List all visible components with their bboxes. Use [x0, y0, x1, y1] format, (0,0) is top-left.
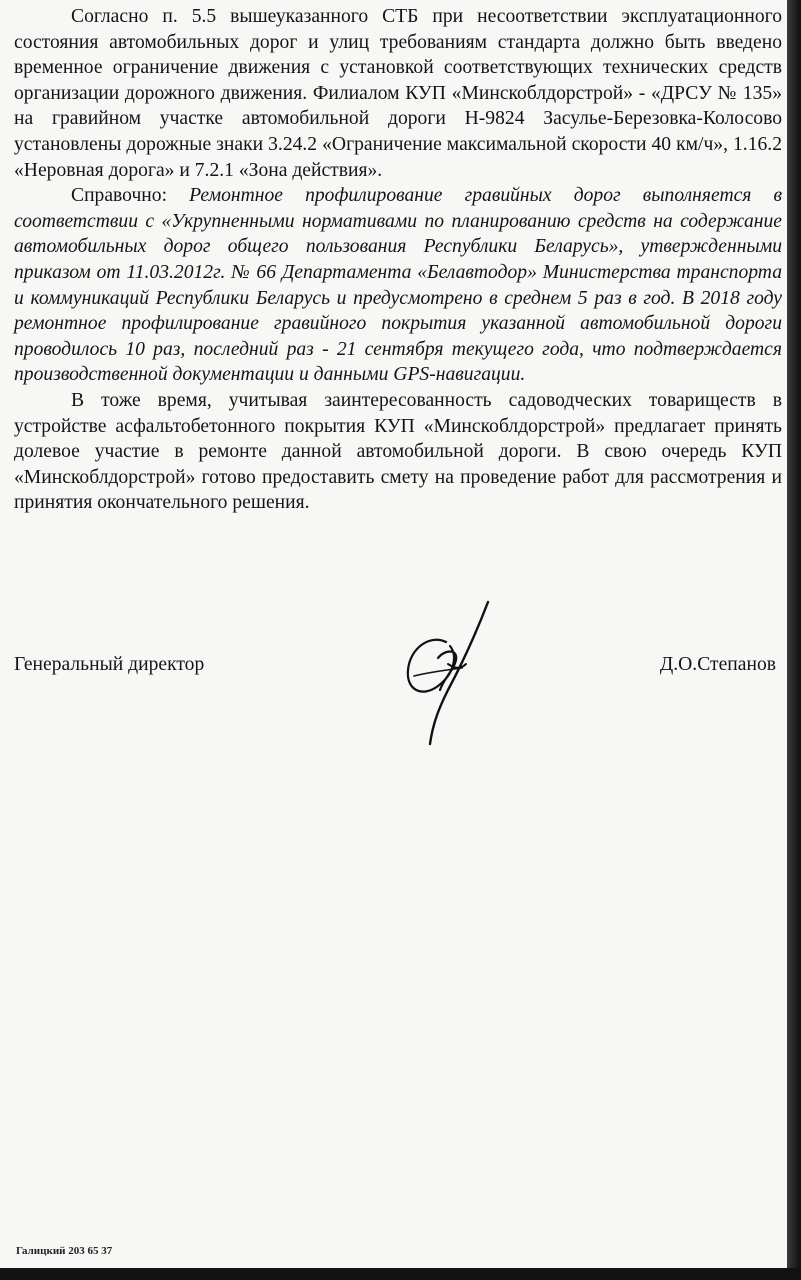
reference-lead: Справочно:	[71, 185, 190, 207]
signature-block	[14, 648, 776, 688]
reference-text: Ремонтное профилирование гравийных дорог выполняется в соответствии с «Укрупненными нормативами по планированию средств на содержание автомобильных дорог общего пользования Республики Беларусь», утвержденными приказом от 11.03.2012г. № 66 Департамента «Белавтодор» Министерства транспорта и коммуникаций Республики Беларусь и предусмотрено в среднем 5 раз в год. В 2018 году ремонтное профилирование гравийного покрытия указанной автомобильной дороги проводилось 10 раз, последний раз - 21 сентября текущего года, что подтверждается производственной документации и данными GPS-навигации.	[14, 185, 782, 386]
paragraph-reference	[14, 183, 782, 388]
executor-contact: Галицкий 203 65 37	[16, 1245, 113, 1257]
handwritten-signature	[400, 598, 495, 748]
letter-body	[14, 4, 782, 516]
signer-name: Д.О.Степанов	[659, 654, 776, 675]
scan-edge-right	[787, 0, 801, 1280]
signer-title: Генеральный директор	[14, 654, 205, 675]
paragraph-proposal: В тоже время, учитывая заинтересованность садоводческих товариществ в устройстве асфальтобетонного покрытия КУП «Минскоблдорстрой» предлагает принять долевое участие в ремонте данной автомобильной дороги. В свою очередь КУП «Минскоблдорстрой» готово предоставить смету на проведение работ для рассмотрения и принятия окончательного решения.	[14, 389, 782, 514]
paragraph-speed-restriction: Согласно п. 5.5 вышеуказанного СТБ при несоответствии эксплуатационного состояния автомобильных дорог и улиц требованиям стандарта должно быть введено временное ограничение движения с установкой соответствующих технических средств организации дорожного движения. Филиалом КУП «Минскоблдорстрой» - «ДРСУ № 135» на гравийном участке автомобильной дороги Н-9824 Засулье-Березовка-Колосово установлены дорожные знаки 3.24.2 «Ограничение максимальной скорости 40 км/ч», 1.16.2 «Неровная дорога» и 7.2.1 «Зона действия».	[14, 6, 782, 181]
scan-edge-bottom	[0, 1268, 801, 1280]
